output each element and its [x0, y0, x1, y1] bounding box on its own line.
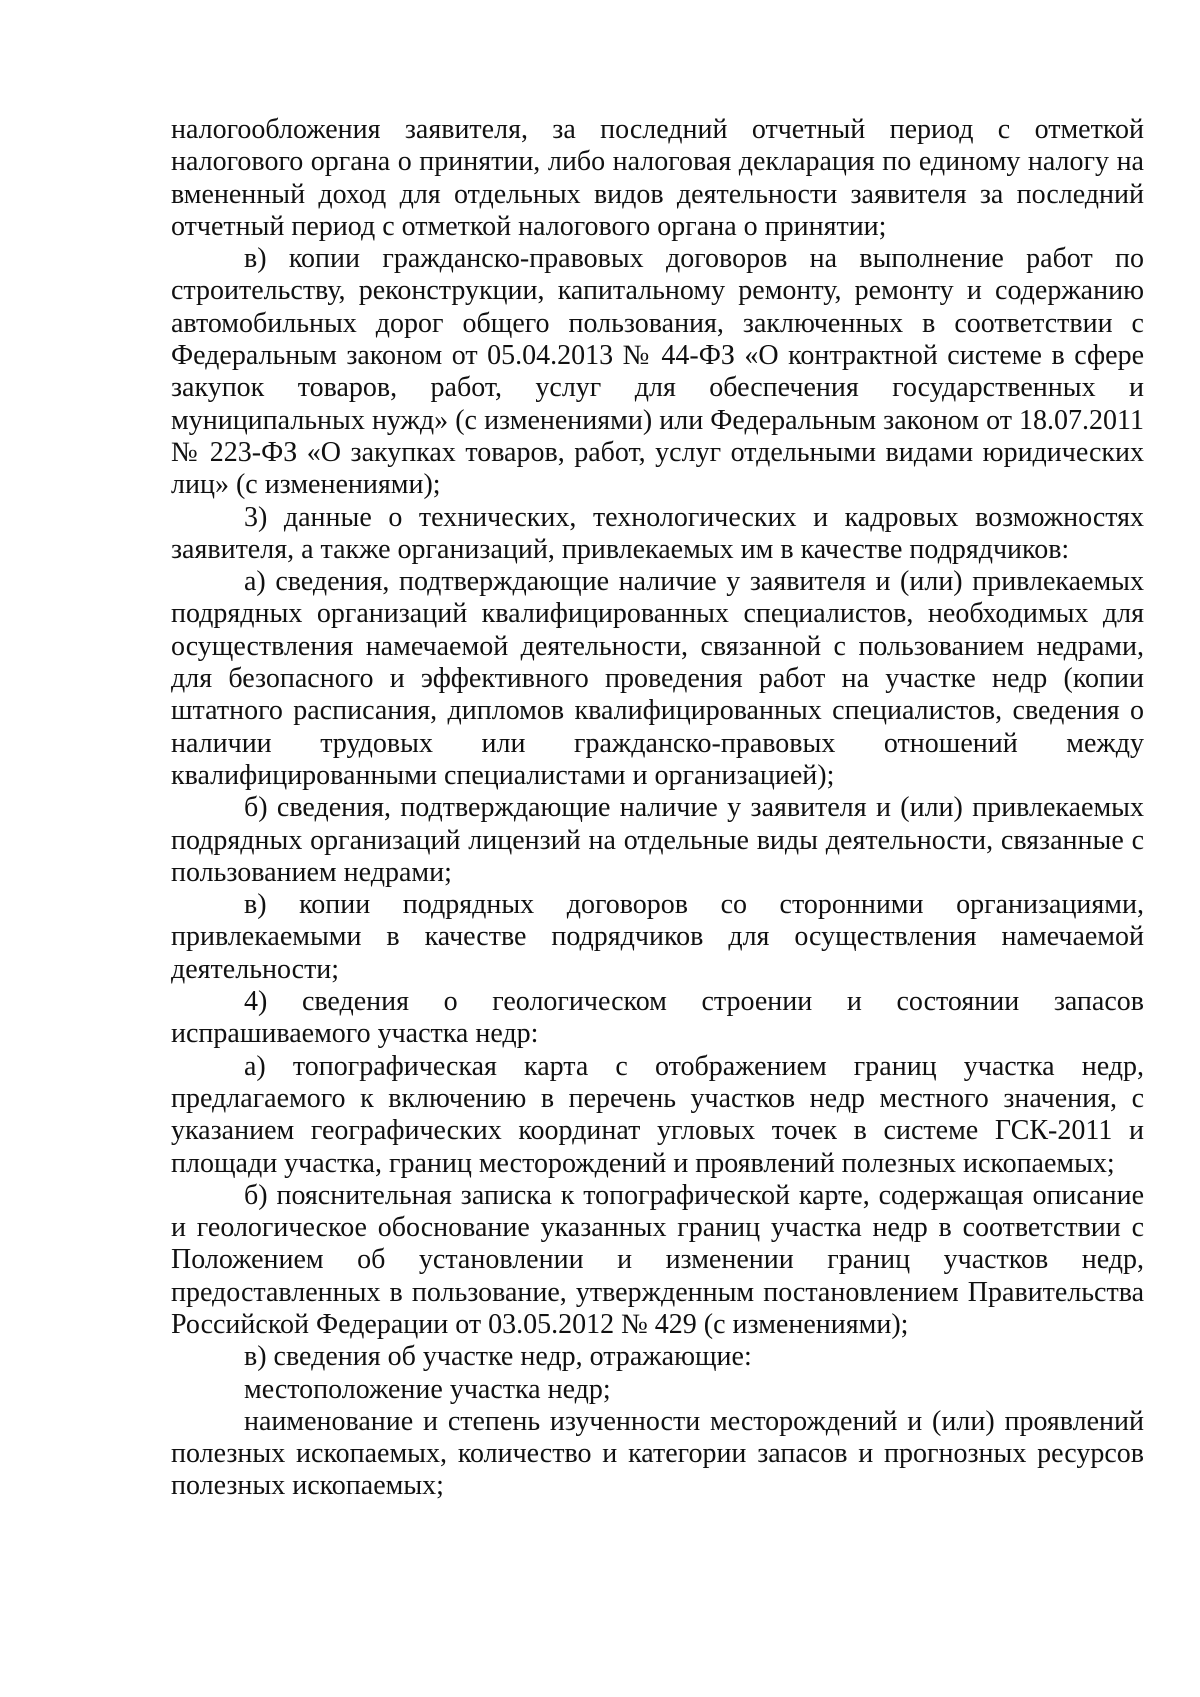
paragraph-item-b-explanatory-note: б) пояснительная записка к топографической карте, содержащая описание и геологическое обоснование указанных границ участка недр в соответствии с Положением об установлении и изменении границ участков недр, предоставленных в пользование, утвержденным постановлением Правительства Российской Федерации от 03.05.2012 № 429 (с изменениями); — [171, 1179, 1144, 1340]
paragraph-item-v-contract-copies: в) копии гражданско-правовых договоров на выполнение работ по строительству, реконструкции, капитальному ремонту, ремонту и содержанию автомобильных дорог общего пользования, заключенных в соответствии с Федеральным законом от 05.04.2013 № 44-ФЗ «О контрактной системе в сфере закупок товаров, работ, услуг для обеспечения государственных и муниципальных нужд» (с изменениями) или Федеральным законом от 18.07.2011 № 223-ФЗ «О закупках товаров, работ, услуг отдельными видами юридических лиц» (с изменениями); — [171, 243, 1144, 501]
paragraph-taxation-continuation: налогообложения заявителя, за последний отчетный период с отметкой налогового органа о принятии, либо налоговая декларация по единому налогу на вмененный доход для отдельных видов деятельности заявителя за последний отчетный период с отметкой налогового органа о принятии; — [171, 114, 1144, 242]
paragraph-item-b-licenses: б) сведения, подтверждающие наличие у заявителя и (или) привлекаемых подрядных организаций лицензий на отдельные виды деятельности, связанные с пользованием недрами; — [171, 792, 1144, 888]
paragraph-item-v-subcontracts: в) копии подрядных договоров со сторонними организациями, привлекаемыми в качестве подрядчиков для осуществления намечаемой деятельности; — [171, 889, 1144, 985]
paragraph-site-location: местоположение участка недр; — [244, 1373, 611, 1405]
paragraph-item-a-specialists: а) сведения, подтверждающие наличие у заявителя и (или) привлекаемых подрядных организаций квалифицированных специалистов, необходимых для осуществления намечаемой деятельности, связанной с пользованием недрами, для безопасного и эффективного проведения работ на участке недр (копии штатного расписания, дипломов квалифицированных специалистов, сведения о наличии трудовых или гражданско-правовых отношений между квалифицированными специалистами и организацией); — [171, 566, 1144, 791]
paragraph-deposits-reserves: наименование и степень изученности месторождений и (или) проявлений полезных ископаемых, количество и категории запасов и прогнозных ресурсов полезных ископаемых; — [171, 1405, 1144, 1502]
document-page — [171, 114, 1144, 1503]
paragraph-item-4-geology: 4) сведения о геологическом строении и состоянии запасов испрашиваемого участка недр: — [171, 986, 1144, 1050]
paragraph-item-3-capabilities: 3) данные о технических, технологических и кадровых возможностях заявителя, а также организаций, привлекаемых им в качестве подрядчиков: — [171, 501, 1144, 565]
paragraph-item-a-topographic-map: а) топографическая карта с отображением границ участка недр, предлагаемого к включению в перечень участков недр местного значения, с указанием географических координат угловых точек в системе ГСК-2011 и площади участка, границ месторождений и проявлений полезных ископаемых; — [171, 1050, 1144, 1179]
paragraph-item-v-site-info: в) сведения об участке недр, отражающие: — [244, 1341, 752, 1373]
